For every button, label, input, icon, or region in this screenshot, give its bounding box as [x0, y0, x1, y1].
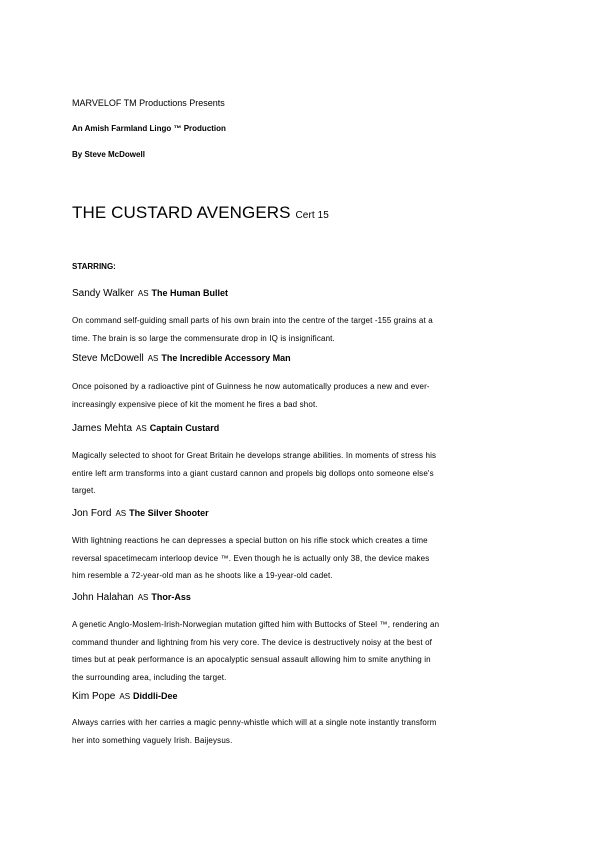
description-line: Always carries with her carries a magic penny-whistle which will at a single note instantly transform	[72, 718, 437, 727]
description-line: entire left arm transforms into a giant custard cannon and propels big dollops onto someone else's	[72, 468, 434, 478]
actor-name: Kim Pope	[72, 691, 116, 702]
role-name: The Silver Shooter	[129, 508, 209, 518]
presents-line: MARVELOF TM Productions Presents	[72, 98, 225, 108]
description-line: him resemble a 72-year-old man as he shoots like a 19-year-old cadet.	[72, 571, 333, 580]
description-line: time. The brain is so large the commensurate drop in IQ is insignificant.	[72, 333, 335, 343]
certificate-label: Cert 15	[295, 210, 329, 221]
cast-heading	[72, 691, 178, 702]
as-label: AS	[147, 354, 159, 363]
description-line: Magically selected to shoot for Great Britain he develops strange abilities. In moments of stress his	[72, 451, 437, 460]
description-line: times but at peak performance is an apocalyptic sensual assault allowing him to smite anything in	[72, 655, 431, 664]
actor-name: James Mehta	[72, 423, 133, 434]
description-line: command thunder and lightning from his very core. The device is destructively noisy at the best of	[72, 637, 433, 647]
description-line: increasingly expensive piece of kit the moment he fires a bad shot.	[72, 399, 318, 409]
description-line: reversal spacetimecam interloop device ™. Even though he is actually only 38, the device makes	[72, 553, 430, 563]
role-name: The Incredible Accessory Man	[161, 353, 291, 363]
role-name: The Human Bullet	[151, 288, 229, 298]
as-label: AS	[137, 593, 149, 602]
document-title	[72, 203, 329, 223]
as-label: AS	[137, 289, 149, 298]
description-line: Once poisoned by a radioactive pint of Guinness he now automatically produces a new and ever-	[72, 382, 430, 391]
cast-description	[72, 378, 522, 413]
role-name: Diddli-Dee	[133, 691, 178, 701]
cast-heading	[72, 592, 191, 603]
as-label: AS	[119, 692, 131, 701]
role-name: Thor-Ass	[151, 592, 191, 602]
actor-name: Sandy Walker	[72, 288, 134, 299]
starring-heading: STARRING:	[72, 262, 116, 271]
role-name: Captain Custard	[149, 423, 220, 433]
as-label: AS	[136, 424, 147, 433]
actor-name: Jon Ford	[72, 508, 112, 519]
description-line: her into something vaguely Irish. Baijeysus.	[72, 735, 233, 745]
title-main: THE CUSTARD AVENGERS	[72, 203, 291, 222]
cast-heading	[72, 423, 219, 434]
cast-heading	[72, 508, 209, 519]
description-line: target.	[72, 486, 96, 495]
cast-description	[72, 447, 522, 500]
production-line: An Amish Farmland Lingo ™ Production	[72, 124, 226, 133]
byline: By Steve McDowell	[72, 150, 145, 159]
description-line: On command self-guiding small parts of his own brain into the centre of the target -155 grains at a	[72, 316, 433, 325]
cast-heading	[72, 288, 228, 299]
cast-heading	[72, 353, 291, 364]
description-line: With lightning reactions he can depresses a special button on his rifle stock which creates a time	[72, 536, 428, 545]
description-line: A genetic Anglo-Moslem-Irish-Norwegian mutation gifted him with Buttocks of Steel ™, rendering an	[72, 620, 440, 629]
cast-description	[72, 616, 522, 686]
actor-name: John Halahan	[72, 592, 134, 603]
cast-description	[72, 714, 522, 749]
description-line: the surrounding area, including the target.	[72, 672, 227, 682]
as-label: AS	[115, 509, 127, 518]
actor-name: Steve McDowell	[72, 353, 144, 364]
cast-description	[72, 312, 522, 347]
cast-description	[72, 532, 522, 585]
